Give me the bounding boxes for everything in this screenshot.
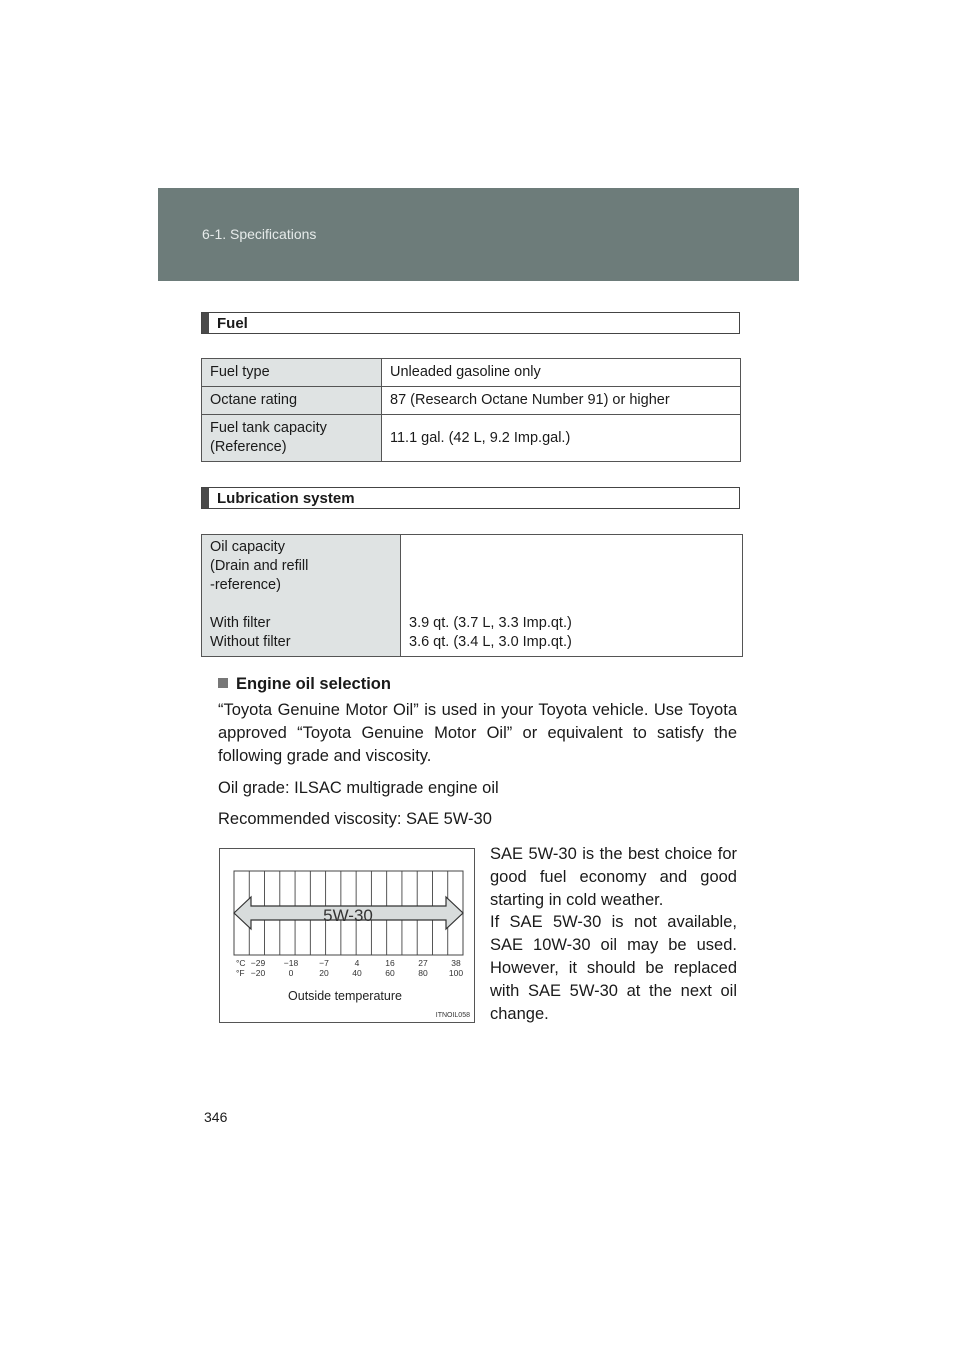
table-row	[202, 387, 741, 415]
lubrication-heading-bar	[201, 487, 740, 509]
spec-key: Octane rating	[202, 387, 382, 415]
spec-value-line: 3.6 qt. (3.4 L, 3.0 Imp.qt.)	[409, 634, 572, 650]
page-number: 346	[204, 1109, 228, 1125]
spec-key-line: -reference)	[210, 577, 281, 593]
table-row	[202, 415, 741, 462]
fahrenheit-tick-label: 0	[288, 968, 294, 978]
spec-value	[401, 535, 743, 657]
fahrenheit-tick-label: 20	[319, 968, 329, 978]
engine-oil-heading	[218, 673, 737, 696]
spec-value: 87 (Research Octane Number 91) or higher	[382, 387, 741, 415]
spec-key: Fuel type	[202, 359, 382, 387]
celsius-tick-label: 38	[451, 958, 461, 968]
fahrenheit-tick-label: 80	[418, 968, 428, 978]
viscosity-note: SAE 5W-30 is the best choice for good fuel economy and good starting in cold weather.	[490, 845, 737, 909]
fahrenheit-tick-label: −20	[250, 968, 266, 978]
lubrication-spec-table	[201, 534, 743, 657]
fahrenheit-tick-label: 100	[448, 968, 464, 978]
celsius-tick-label: −29	[250, 958, 266, 968]
fahrenheit-tick-label: 60	[385, 968, 395, 978]
heading-stripe	[202, 313, 209, 333]
celsius-tick-label: 16	[385, 958, 395, 968]
spec-key-line: With filter	[210, 615, 271, 631]
heading-stripe	[202, 488, 209, 508]
spec-key-line: (Drain and refill	[210, 558, 309, 574]
engine-oil-heading-text: Engine oil selection	[236, 675, 391, 693]
celsius-unit-label: °C	[236, 958, 246, 968]
oil-grade: Oil grade: ILSAC multigrade engine oil	[218, 779, 499, 797]
spec-value: Unleaded gasoline only	[382, 359, 741, 387]
fahrenheit-tick-label: 40	[352, 968, 362, 978]
spec-value-line: 3.9 qt. (3.7 L, 3.3 Imp.qt.)	[409, 615, 572, 631]
celsius-tick-label: −7	[319, 958, 329, 968]
fahrenheit-unit-label: °F	[236, 968, 245, 978]
table-row	[202, 359, 741, 387]
lubrication-heading: Lubrication system	[217, 490, 355, 507]
section-title: 6-1. Specifications	[202, 226, 317, 242]
page-header	[158, 188, 799, 281]
spec-key-line: Oil capacity	[210, 539, 285, 555]
viscosity-chart	[220, 849, 474, 1022]
celsius-tick-label: 4	[354, 958, 360, 968]
viscosity-grade-label: 5W-30	[323, 906, 373, 925]
spec-key	[202, 535, 401, 657]
table-row	[202, 535, 743, 657]
recommended-viscosity: Recommended viscosity: SAE 5W-30	[218, 810, 492, 828]
figure-code: ITNOIL058	[435, 1012, 470, 1019]
fuel-heading-bar	[201, 312, 740, 334]
spec-key-line: (Reference)	[210, 439, 287, 455]
spec-key-line: Without filter	[210, 634, 291, 650]
temperature-ticks	[251, 958, 464, 978]
spec-key-line: Fuel tank capacity	[210, 420, 327, 436]
spec-value: 11.1 gal. (42 L, 9.2 Imp.gal.)	[382, 415, 741, 462]
engine-oil-intro: “Toyota Genuine Motor Oil” is used in your Toyota vehicle. Use Toyota approved “Toyota Genuine Motor Oil” or equivalent to satisfy the following grade and viscosity.	[218, 701, 737, 765]
fuel-spec-table	[201, 358, 741, 462]
figure-caption: Outside temperature	[288, 989, 402, 1003]
celsius-tick-label: 27	[418, 958, 428, 968]
spec-key	[202, 415, 382, 462]
square-bullet-icon	[218, 678, 228, 688]
alternative-oil-note: If SAE 5W-30 is not available, SAE 10W-30 oil may be used. However, it should be replaced with SAE 5W-30 at the next oil change.	[490, 913, 737, 1023]
viscosity-chart-figure	[219, 848, 475, 1023]
celsius-tick-label: −18	[283, 958, 299, 968]
fuel-heading: Fuel	[217, 315, 248, 332]
